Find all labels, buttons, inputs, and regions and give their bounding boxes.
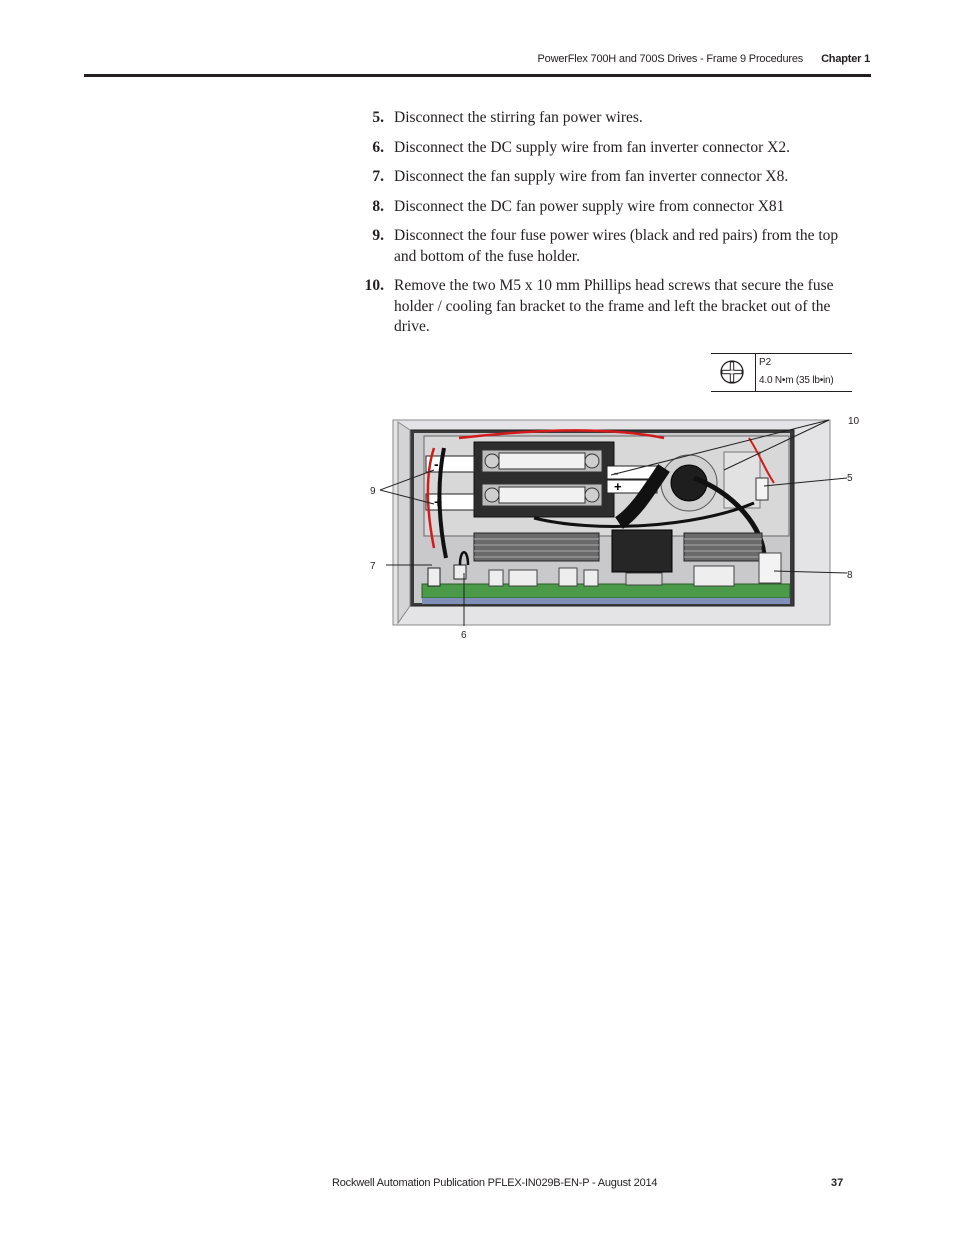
torque-spec-table <box>711 353 852 392</box>
circuit-board <box>422 584 790 598</box>
stirring-fan-connector <box>756 478 768 500</box>
torque-value: 4.0 N•m (35 lb•in) <box>759 375 834 386</box>
fuse-holder-figure <box>364 408 864 643</box>
bit-size: P2 <box>759 357 772 368</box>
header-title: PowerFlex 700H and 700S Drives - Frame 9 Procedures <box>537 53 804 65</box>
step-8: 8. Disconnect the DC fan power supply wire from connector X81 <box>372 197 785 215</box>
fuse-bottom <box>482 484 602 506</box>
running-header <box>538 53 870 65</box>
callout-7: 7 <box>370 561 376 572</box>
step-5: 5. Disconnect the stirring fan power wires. <box>372 109 643 126</box>
heatsink-left <box>474 533 599 561</box>
plus-terminal-label: + <box>434 494 443 510</box>
page-number: 37 <box>831 1177 844 1189</box>
callout-10: 10 <box>848 416 860 427</box>
step-6: 6. Disconnect the DC supply wire from fan inverter connector X2. <box>372 138 790 156</box>
procedure-steps <box>360 108 860 347</box>
callout-5: 5 <box>847 473 853 484</box>
header-rule <box>84 74 871 77</box>
header-chapter: Chapter 1 <box>821 53 870 65</box>
heatsink-right <box>684 533 762 561</box>
step-10: 10. Remove the two M5 x 10 mm Phillips head screws that secure the fuse holder / cooling fan bracket to the frame and left the bracket out of the drive. <box>364 277 834 335</box>
publication-info: Rockwell Automation Publication PFLEX-IN029B-EN-P - August 2014 <box>332 1177 658 1189</box>
step-9: 9. Disconnect the four fuse power wires (black and red pairs) from the top and bottom of the fuse holder. <box>372 227 839 265</box>
step-7: 7. Disconnect the fan supply wire from fan inverter connector X8. <box>372 168 789 185</box>
phillips-screwdriver-icon <box>711 354 756 391</box>
callout-9: 9 <box>370 486 376 497</box>
callout-8: 8 <box>847 570 853 581</box>
minus-terminal-label-right: - <box>614 465 619 480</box>
minus-terminal-label: - <box>434 456 439 472</box>
callout-6: 6 <box>461 630 467 641</box>
fuse-top <box>482 450 602 472</box>
plus-terminal-label-right: + <box>614 479 622 494</box>
connector-x8 <box>428 568 440 586</box>
